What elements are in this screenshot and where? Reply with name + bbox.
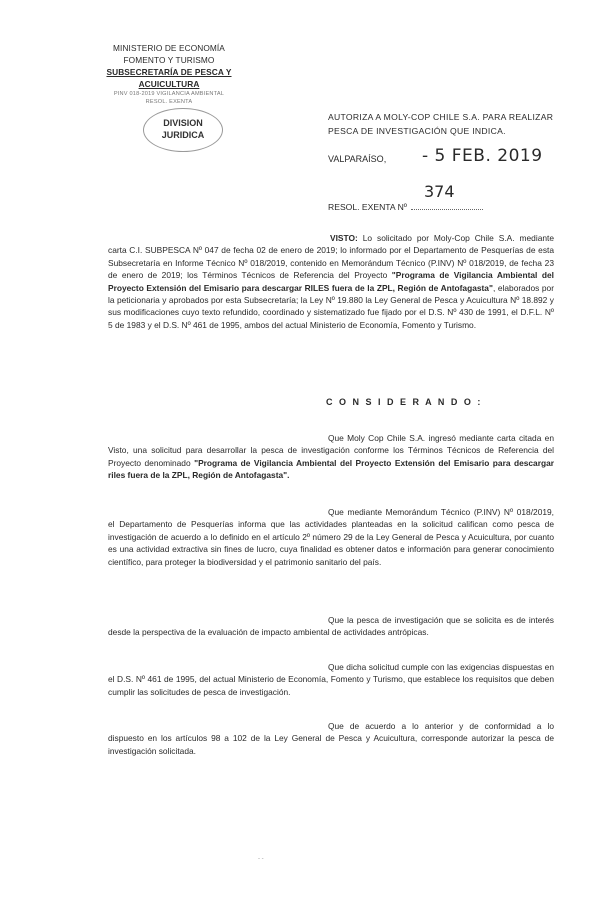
resolution-subject: AUTORIZA A MOLY-COP CHILE S.A. PARA REALIZAR PESCA DE INVESTIGACIÓN QUE INDICA. (328, 112, 554, 136)
visto-text-2: , elaborados por la peticionaria y aprobados por esta Subsecretaría; la Ley Nº 19.880 la Ley General de Pesca y Acuicultura Nº 18.892 y sus modificaciones cuyo texto refundido, coordinado y sistematizado fue fijado por el D.S. Nº 430 de 1991, el D.F.L. Nº 5 de 1983 y el D.S. Nº 461 de 1995, ambos del actual Ministerio de Economía, Fomento y Turismo. (108, 282, 554, 330)
ministry-name: MINISTERIO DE ECONOMÍA (113, 43, 225, 53)
considerando-paragraph-5: Que de acuerdo a lo anterior y de conformidad a lo dispuesto en los artículos 98 a 102 de la Ley General de Pesca y Acuicultura, corresponde autorizar la pesca de investigación solicitada. (108, 721, 554, 756)
reference-line-1: PINV 018-2019 VIGILANCIA AMBIENTAL (113, 91, 225, 97)
date-stamp: - 5 FEB. 2019 (422, 146, 543, 166)
stamp-line-1: DIVISION (163, 118, 203, 128)
considerando-heading: C O N S I D E R A N D O : (326, 397, 483, 407)
resolution-label-row (328, 202, 483, 212)
considerando-paragraph-2: Que mediante Memorándum Técnico (P.INV) Nº 018/2019, el Departamento de Pesquerías informa que las actividades planteadas en la solicitud califican como pesca de investigación de acuerdo a lo definido en el artículo 2º número 29 de la Ley General de Pesca y Acuicultura, por cuanto es una actividad extractiva sin fines de lucro, cuya finalidad es obtener datos e información para generar conocimiento científico, para proteger la biodiversidad y el patrimonio sanitario del país. (108, 507, 554, 567)
footer-mark: - - (258, 856, 264, 862)
considerando-paragraph-1 (108, 432, 554, 482)
considerando-paragraph-4: Que dicha solicitud cumple con las exigencias dispuestas en el D.S. Nº 461 de 1995, del actual Ministerio de Economía, Fomento y Turismo, que establece los requisitos que deben cumplir las solicitudes de pesca de investigación. (108, 662, 554, 697)
ministry-name-line2: FOMENTO Y TURISMO (123, 55, 215, 65)
number-line (411, 209, 483, 210)
visto-label: VISTO: (330, 233, 358, 243)
visto-paragraph (108, 232, 554, 331)
visto-text-1: Lo solicitado por Moly-Cop Chile S.A. mediante carta C.I. SUBPESCA Nº 047 de fecha 02 de enero de 2019; lo informado por el Departamento de Pesquerías de esta Subsecretaría en Informe Técnico Nº 018/2019, contenido en Memorándum Técnico (P.INV) Nº 018/2019, de fecha 23 de enero de 2019; los Términos Técnicos de Referencia del Proyecto (108, 233, 554, 281)
considerando-paragraph-3: Que la pesca de investigación que se solicita es de interés desde la perspectiva de la evaluación de impacto ambiental de actividades antrópicas. (108, 615, 554, 638)
letterhead (84, 42, 254, 106)
place: VALPARAÍSO, (328, 154, 387, 164)
visto-project-title: "Programa de Vigilancia Ambiental del Proyecto Extensión del Emisario para descargar RILES fuera de la ZPL, Región de Antofagasta" (108, 270, 554, 293)
c1-project-title: "Programa de Vigilancia Ambiental del Proyecto Extensión del Emisario para descargar riles fuera de la ZPL, Región de Antofagasta". (108, 457, 554, 481)
division-juridica-stamp (143, 108, 223, 152)
resolution-number: 374 (424, 182, 455, 201)
resolution-label: RESOL. EXENTA Nº (328, 202, 407, 212)
subsecretaria-name: SUBSECRETARÍA DE PESCA Y ACUICULTURA (106, 67, 232, 89)
stamp-line-2: JURIDICA (161, 130, 205, 140)
c1-text: Que Moly Cop Chile S.A. ingresó mediante carta citada en Visto, una solicitud para desarrollar la pesca de investigación conforme los Términos Técnicos de Referencia del Proyecto denominado (108, 433, 554, 468)
reference-line-2: RESOL. EXENTA (145, 99, 193, 105)
